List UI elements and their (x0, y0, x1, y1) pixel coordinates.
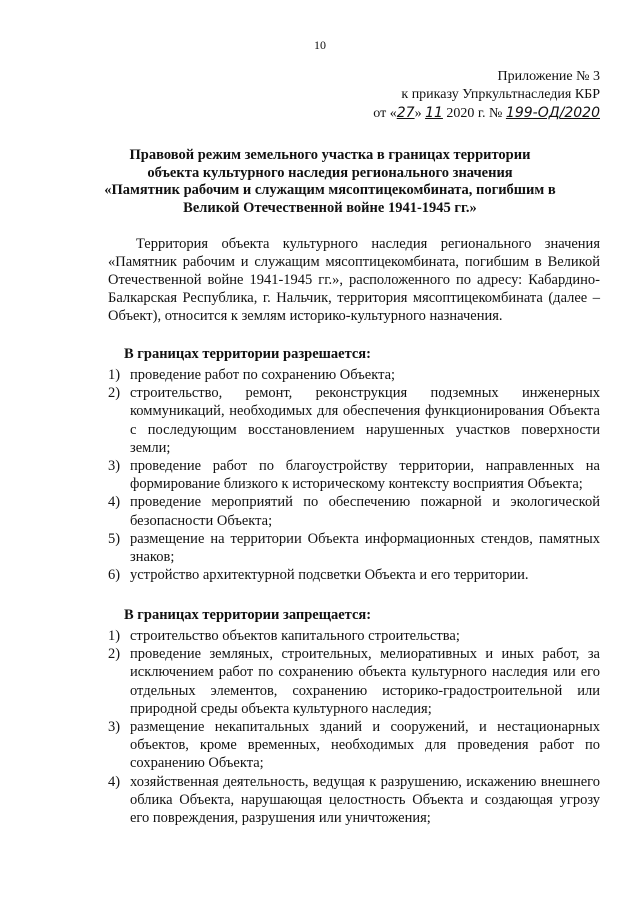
item-text: строительство объектов капитального строительства; (130, 628, 460, 644)
prohibited-list (108, 627, 600, 827)
title-line: Правовой режим земельного участка в границах территории (129, 147, 531, 163)
handwritten-day: 27 (396, 105, 415, 121)
item-number: 3) (108, 719, 121, 736)
item-text: проведение работ по сохранению Объекта; (130, 367, 396, 383)
list-item (108, 366, 600, 384)
date-mid: » (414, 106, 426, 121)
list-item (108, 773, 600, 828)
item-number: 4) (108, 494, 121, 511)
item-number: 4) (108, 773, 121, 790)
title-line: Великой Отечественной войне 1941-1945 гг.» (183, 199, 477, 216)
item-text: размещение на территории Объекта информационных стендов, памятных знаков; (130, 530, 600, 566)
document-title (90, 147, 570, 217)
item-number: 2) (108, 385, 121, 402)
item-number: 6) (108, 567, 121, 584)
prohibited-section (108, 606, 600, 827)
appendix-title: Приложение № 3 (497, 69, 600, 84)
item-number: 3) (108, 458, 121, 475)
appendix-date (373, 104, 600, 123)
year-part: 2020 г. № (442, 106, 506, 121)
title-line: «Памятник рабочим и служащим мясоптицекомбината, погибшим в (104, 182, 556, 198)
list-item (108, 530, 600, 566)
prohibited-heading: В границах территории запрещается: (124, 607, 372, 623)
list-item (108, 384, 600, 457)
item-text: строительство, ремонт, реконструкция подземных инженерных коммуникаций, необходимых для обеспечения функционирования Объекта с последующим восстановлением нарушенных участков поверхности земли; (130, 385, 600, 456)
item-text: проведение мероприятий по обеспечению пожарной и экологической безопасности Объекта; (130, 494, 600, 529)
item-number: 5) (108, 530, 121, 547)
appendix-block (373, 68, 600, 123)
allowed-section (108, 345, 600, 584)
item-number: 1) (108, 367, 121, 383)
title-line: объекта культурного наследия регионального значения (147, 164, 513, 181)
allowed-heading: В границах территории разрешается: (124, 346, 371, 362)
list-item (108, 566, 600, 584)
list-item (108, 627, 600, 645)
item-number: 2) (108, 646, 121, 663)
appendix-order: к приказу Упркультнаследия КБР (401, 87, 600, 102)
item-number: 1) (108, 628, 121, 644)
handwritten-order-number: 199-ОД/2020 (505, 105, 600, 121)
list-item (108, 457, 600, 493)
list-item (108, 493, 600, 529)
list-item (108, 718, 600, 773)
item-text: проведение земляных, строительных, мелиоративных и иных работ, за исключением работ по сохранению объекта культурного наследия или его отдельных элементов, сохранению историко-градостроительной или природной среды объекта культурного наследия; (130, 646, 600, 717)
list-item (108, 645, 600, 718)
item-text: устройство архитектурной подсветки Объекта и его территории. (130, 567, 529, 584)
item-text: проведение работ по благоустройству территории, направленных на формирование близкого к историческому контексту восприятия Объекта; (130, 458, 600, 493)
date-prefix: от « (373, 106, 397, 121)
handwritten-month: 11 (425, 105, 443, 121)
allowed-list (108, 366, 600, 584)
item-text: хозяйственная деятельность, ведущая к разрушению, искажению внешнего облика Объекта, нарушающая целостность Объекта и создающая угрозу его повреждения, разрушения или уничтожения; (130, 773, 600, 827)
page-number: 10 (314, 38, 326, 52)
item-text: размещение некапитальных зданий и сооружений, и нестационарных объектов, кроме временных, необходимых для проведения работ по сохранению Объекта; (130, 719, 600, 772)
intro-paragraph: Территория объекта культурного наследия регионального значения «Памятник рабочим и служащим мясоптицекомбината, погибшим в Великой Отечественной войне 1941-1945 гг.», расположенного по адресу: Кабардино-Балкарская Республика, г. Нальчик, территория мясоптицекомбината (далее – Объект), относится к землям историко-культурного назначения. (108, 236, 600, 324)
